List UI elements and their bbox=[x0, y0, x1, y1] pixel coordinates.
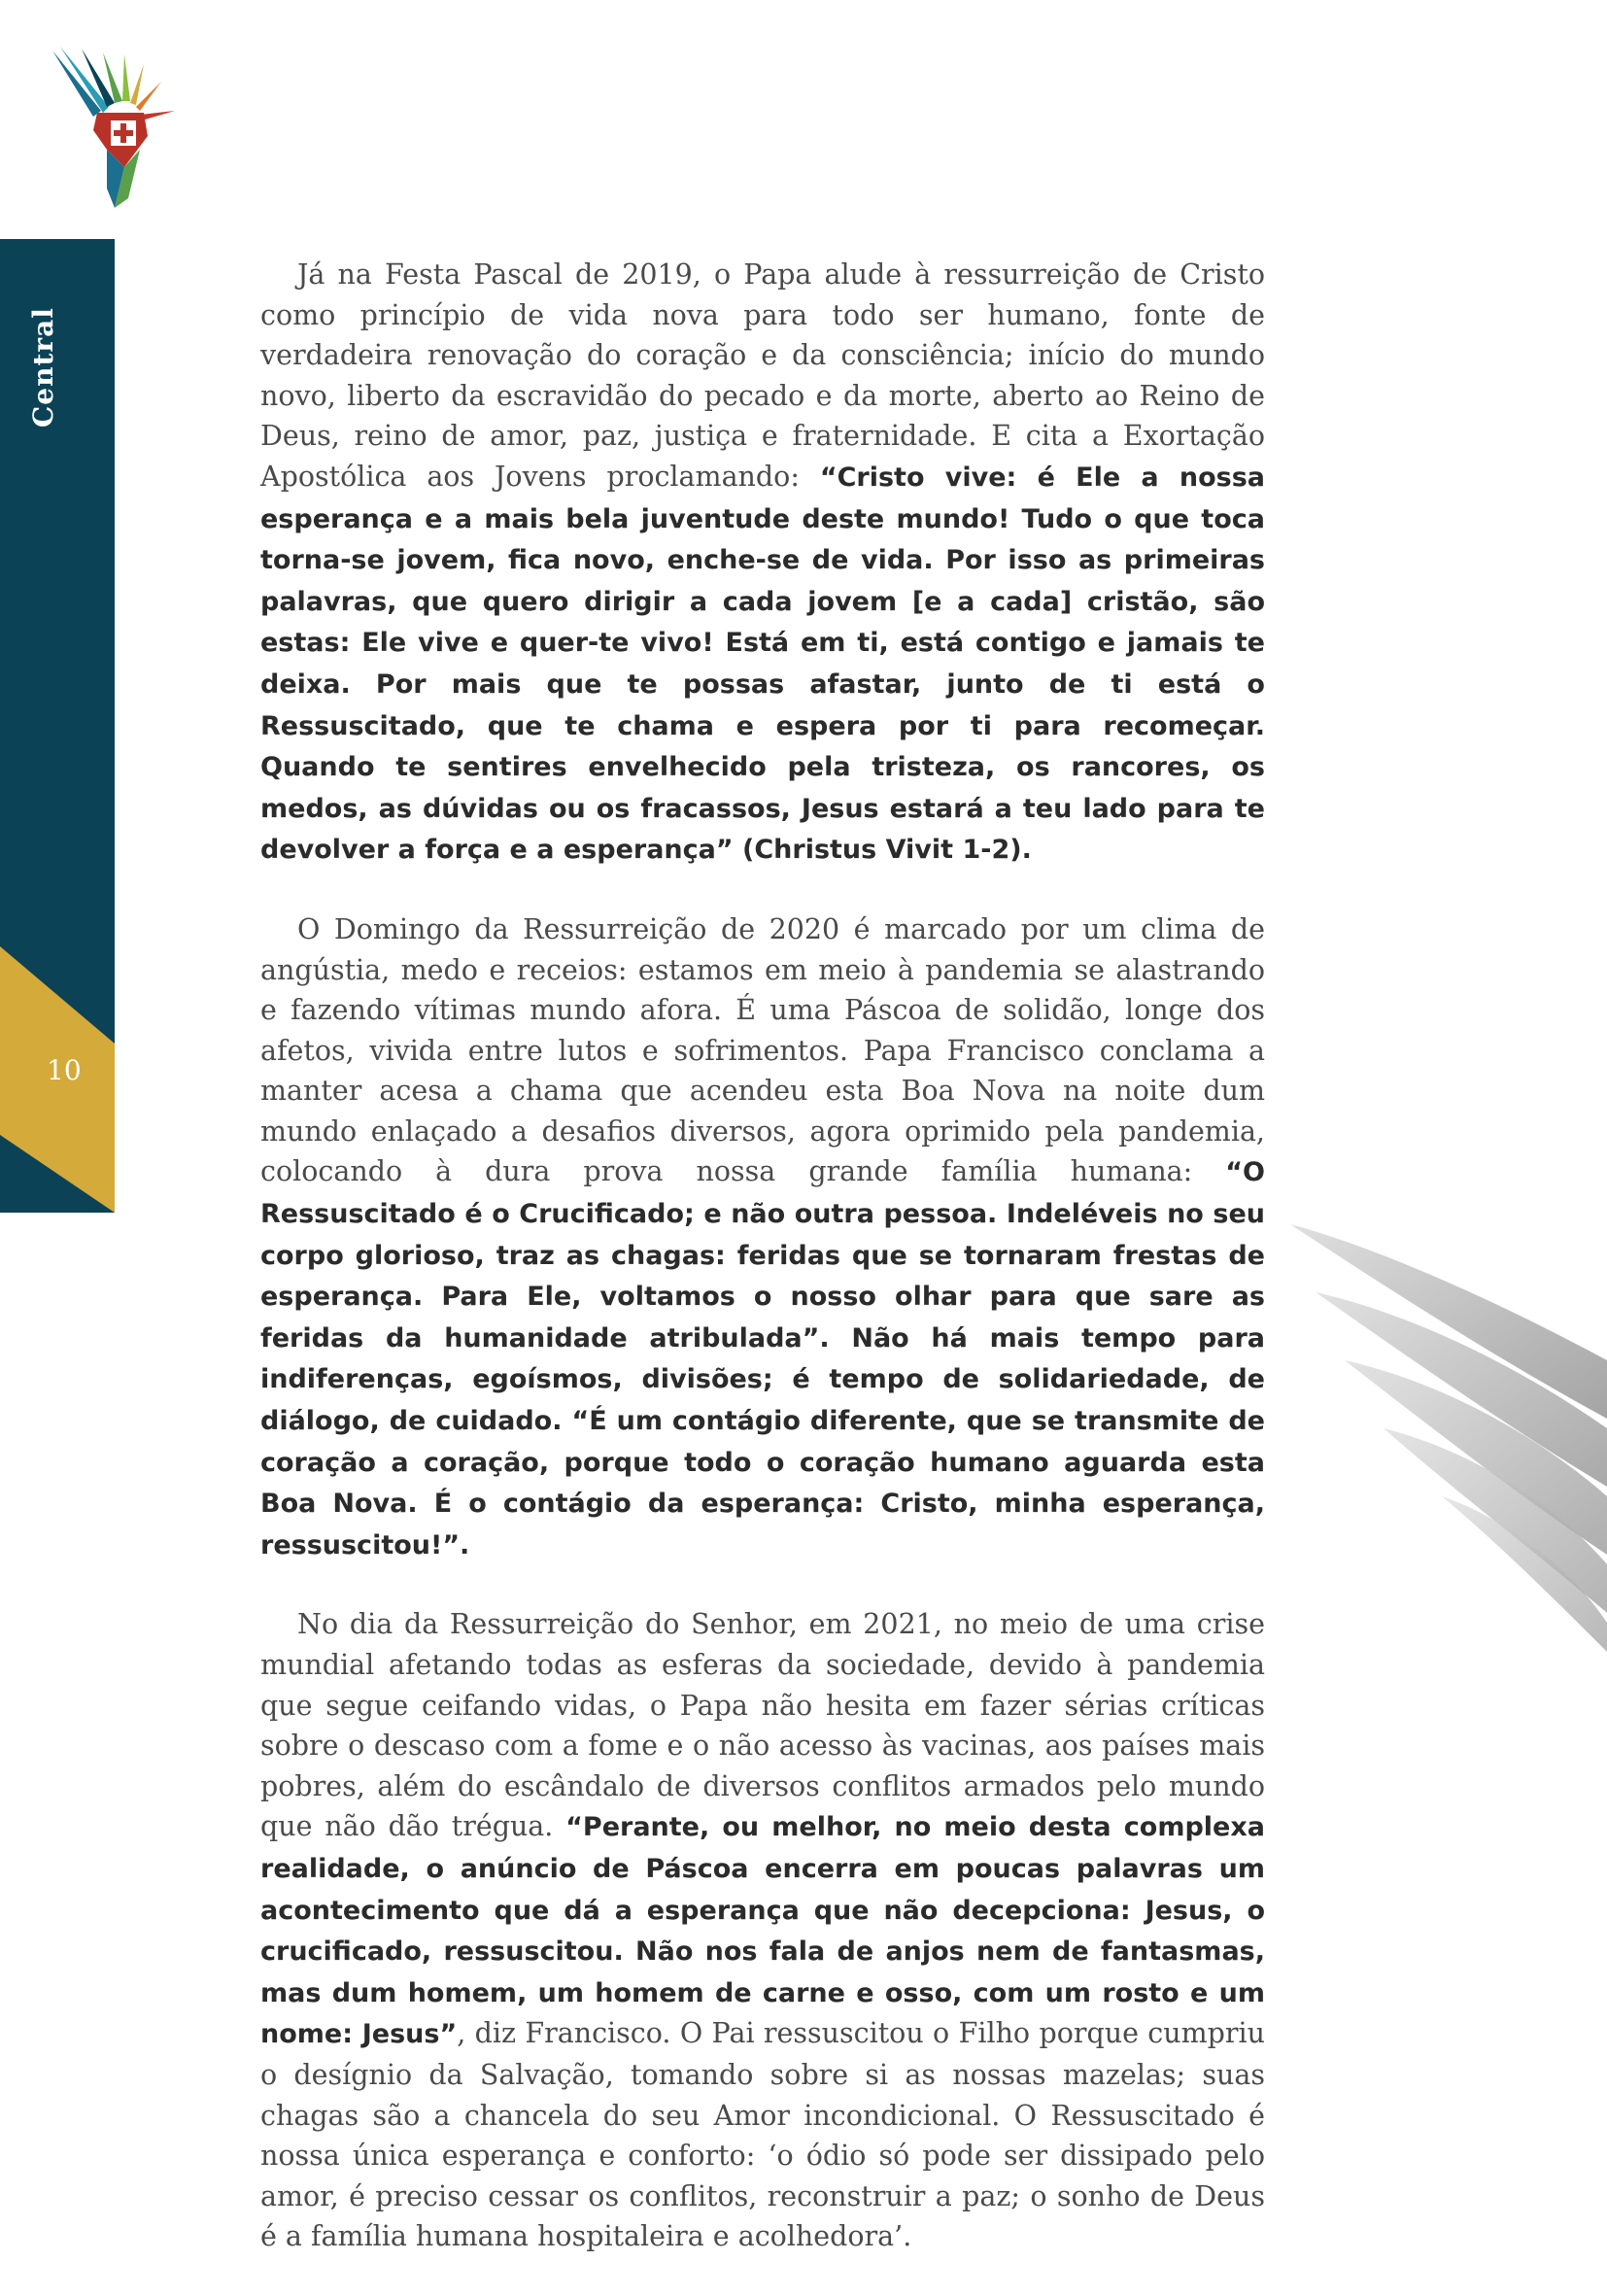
paragraph-3 bbox=[260, 1604, 1265, 2257]
paragraph-1-quote: “Cristo vive: é Ele a nossa esperança e a mais bela juventude deste mundo! Tudo o que toca torna-se jovem, fica novo, enche-se de vida. Por isso as primeiras palavras, que quero dirigir a cada jovem [e a cada] cristão, são estas: Ele vive e quer-te vivo! Está em ti, está contigo e jamais te deixa. Por mais que te possas afastar, junto de ti está o Ressuscitado, que te chama e espera por ti para recomeçar. Quando te sentires envelhecido pela tristeza, os rancores, os medos, as dúvidas ou os fracassos, Jesus estará a teu lado para te devolver a força e a esperança” (Christus Vivit 1-2). bbox=[260, 462, 1266, 866]
paragraph-3-text: No dia da Ressurreição do Senhor, em 2021, no meio de uma crise mundial afetando todas as esferas da sociedade, devido à pandemia que segue ceifando vidas, o Papa não hesita em fazer sérias críticas sobre o descaso com a fome e o não acesso às vacinas, aos países mais pobres, além do escândalo de diversos conflitos armados pelo mundo que não dão trégua. bbox=[260, 1608, 1265, 1843]
paragraph-2-text: O Domingo da Ressurreição de 2020 é marcado por um clima de angústia, medo e receios: estamos em meio à pandemia se alastrando e fazendo vítimas mundo afora. É uma Páscoa de solidão, longe dos afetos, vivida entre lutos e sofrimentos. Papa Francisco conclama a manter acesa a chama que acendeu esta Boa Nova na noite dum mundo enlaçado a desafios diversos, agora oprimido pela pandemia, colocando à dura prova nossa grande família humana: bbox=[260, 912, 1265, 1188]
paragraph-1 bbox=[260, 255, 1265, 871]
section-label: Central bbox=[27, 307, 59, 428]
paragraph-2 bbox=[260, 909, 1265, 1566]
paragraph-3-quote: “Perante, ou melhor, no meio desta complexa realidade, o anúncio de Páscoa encerra em poucas palavras um acontecimento que dá a esperança que não decepciona: Jesus, o crucificado, ressuscitou. Não nos fala de anjos nem de fantasmas, mas dum homem, um homem de carne e osso, com um rosto e um nome: Jesus” bbox=[260, 1812, 1265, 2050]
paragraph-1-text: Já na Festa Pascal de 2019, o Papa alude à ressurreição de Cristo como princípio de vida nova para todo ser humano, fonte de verdadeira renovação do coração e da consciência; início do mundo novo, liberto da escravidão do pecado e da morte, aberto ao Reino de Deus, reino de amor, paz, justiça e fraternidade. E cita a Exortação Apostólica aos Jovens proclamando: bbox=[260, 258, 1265, 493]
feather-wing-icon bbox=[1286, 1205, 1607, 1652]
paragraph-2-quote: “O Ressuscitado é o Crucificado; e não outra pessoa. Indeléveis no seu corpo glorioso, traz as chagas: feridas que se tornaram frestas de esperança. Para Ele, voltamos o nosso olhar para que sare as feridas da humanidade atribulada”. Não há mais tempo para indiferenças, egoísmos, divisões; é tempo de solidariedade, de diálogo, de cuidado. “É um contágio diferente, que se transmite de coração a coração, porque todo o coração humano aguarda esta Boa Nova. É o contágio da esperança: Cristo, minha esperança, ressuscitou!”. bbox=[260, 1157, 1265, 1560]
paragraph-3-text-end: , diz Francisco. O Pai ressuscitou o Filho porque cumpriu o desígnio da Salvação, tomando sobre si as nossas mazelas; suas chagas são a chancela do seu Amor incondicional. O Ressuscitado é nossa única esperança e conforto: ‘o ódio só pode ser dissipado pelo amor, é preciso cessar os conflitos, reconstruir a paz; o sonho de Deus é a família humana hospitaleira e acolhedora’. bbox=[260, 2017, 1265, 2253]
page-number: 10 bbox=[47, 1054, 82, 1086]
article-body bbox=[260, 255, 1265, 2296]
logo-icon bbox=[43, 43, 188, 218]
